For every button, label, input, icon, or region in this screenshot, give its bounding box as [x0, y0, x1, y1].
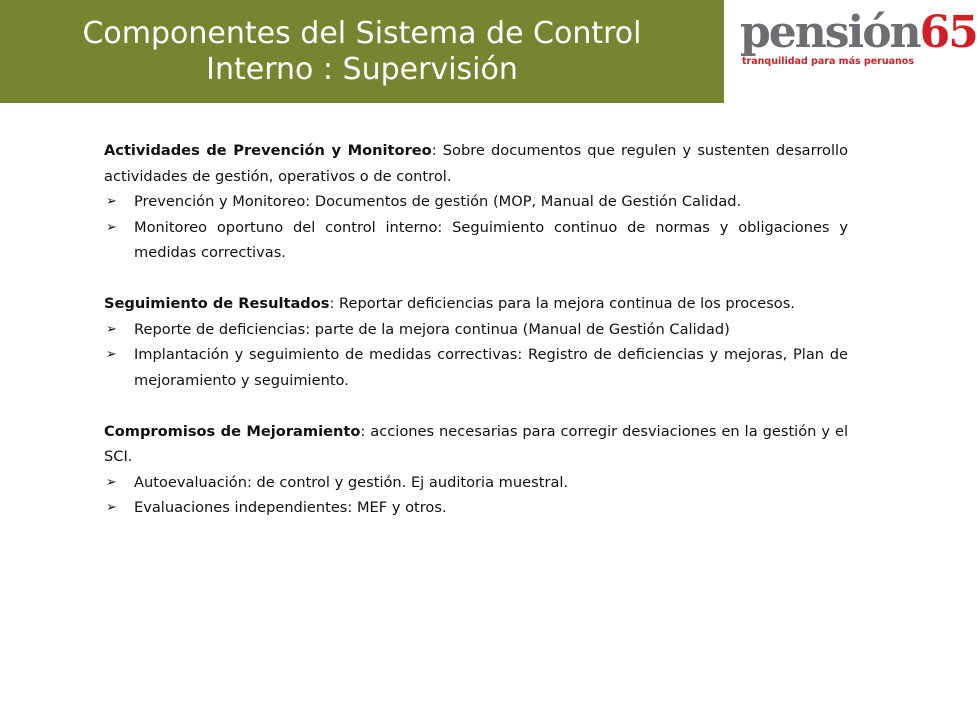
list-item: [104, 470, 848, 496]
bullet-list: [104, 470, 848, 521]
arrow-right-icon: ➢: [106, 500, 117, 515]
list-item: [104, 215, 848, 266]
list-item-text: Evaluaciones independientes: MEF y otros.: [134, 499, 447, 516]
section-prevencion-monitoreo: [104, 138, 848, 266]
list-item: [104, 495, 848, 521]
bullet-list: [104, 317, 848, 394]
section-text: : acciones necesarias para corregir desviaciones en la gestión y el SCI.: [104, 422, 849, 465]
section-heading: Actividades de Prevención y Monitoreo: [104, 142, 432, 159]
slide-title-line-1: Componentes del Sistema de Control: [82, 15, 642, 51]
list-item: [104, 317, 848, 343]
title-bar: [0, 0, 724, 103]
arrow-right-icon: ➢: [106, 321, 117, 337]
section-compromisos-mejoramiento: [104, 419, 848, 521]
list-item-text: Reporte de deficiencias: parte de la mejora continua (Manual de Gestión Calidad): [134, 320, 730, 338]
list-item: [104, 342, 848, 393]
section-seguimiento-resultados: [104, 291, 848, 393]
slide-body: [104, 138, 848, 546]
pension65-logo: [740, 6, 977, 76]
list-item-text: Autoevaluación: de control y gestión. Ej auditoria muestral.: [134, 473, 569, 491]
arrow-right-icon: ➢: [106, 194, 117, 209]
list-item-text: Implantación y seguimiento de medidas correctivas: Registro de deficiencias y mejoras, Plan de mejoramiento y seguimiento.: [134, 346, 848, 389]
list-item-text: Monitoreo oportuno del control interno: Seguimiento continuo de normas y obligaciones y medidas correctivas.: [134, 218, 848, 261]
logo-word: pensión: [740, 7, 920, 58]
logo-number: 65: [919, 7, 977, 58]
list-item: [104, 189, 848, 215]
logo-tagline: tranquilidad para más peruanos: [742, 56, 914, 67]
section-paragraph: [104, 138, 848, 189]
section-text: : Sobre documentos que regulen y sustenten desarrollo actividades de gestión, operativos o de control.: [104, 142, 848, 185]
logo-wordmark: [740, 6, 977, 60]
arrow-right-icon: ➢: [106, 347, 117, 362]
list-item-text: Prevención y Monitoreo: Documentos de gestión (MOP, Manual de Gestión Calidad.: [134, 193, 742, 210]
section-heading: Seguimiento de Resultados: [104, 295, 330, 312]
arrow-right-icon: ➢: [106, 219, 117, 235]
arrow-right-icon: ➢: [106, 474, 117, 490]
section-paragraph: [104, 419, 848, 470]
section-heading: Compromisos de Mejoramiento: [104, 422, 361, 440]
slide-title-line-2: Interno : Supervisión: [206, 51, 518, 87]
section-text: : Reportar deficiencias para la mejora continua de los procesos.: [329, 295, 795, 312]
bullet-list: [104, 189, 848, 266]
section-paragraph: [104, 291, 848, 317]
